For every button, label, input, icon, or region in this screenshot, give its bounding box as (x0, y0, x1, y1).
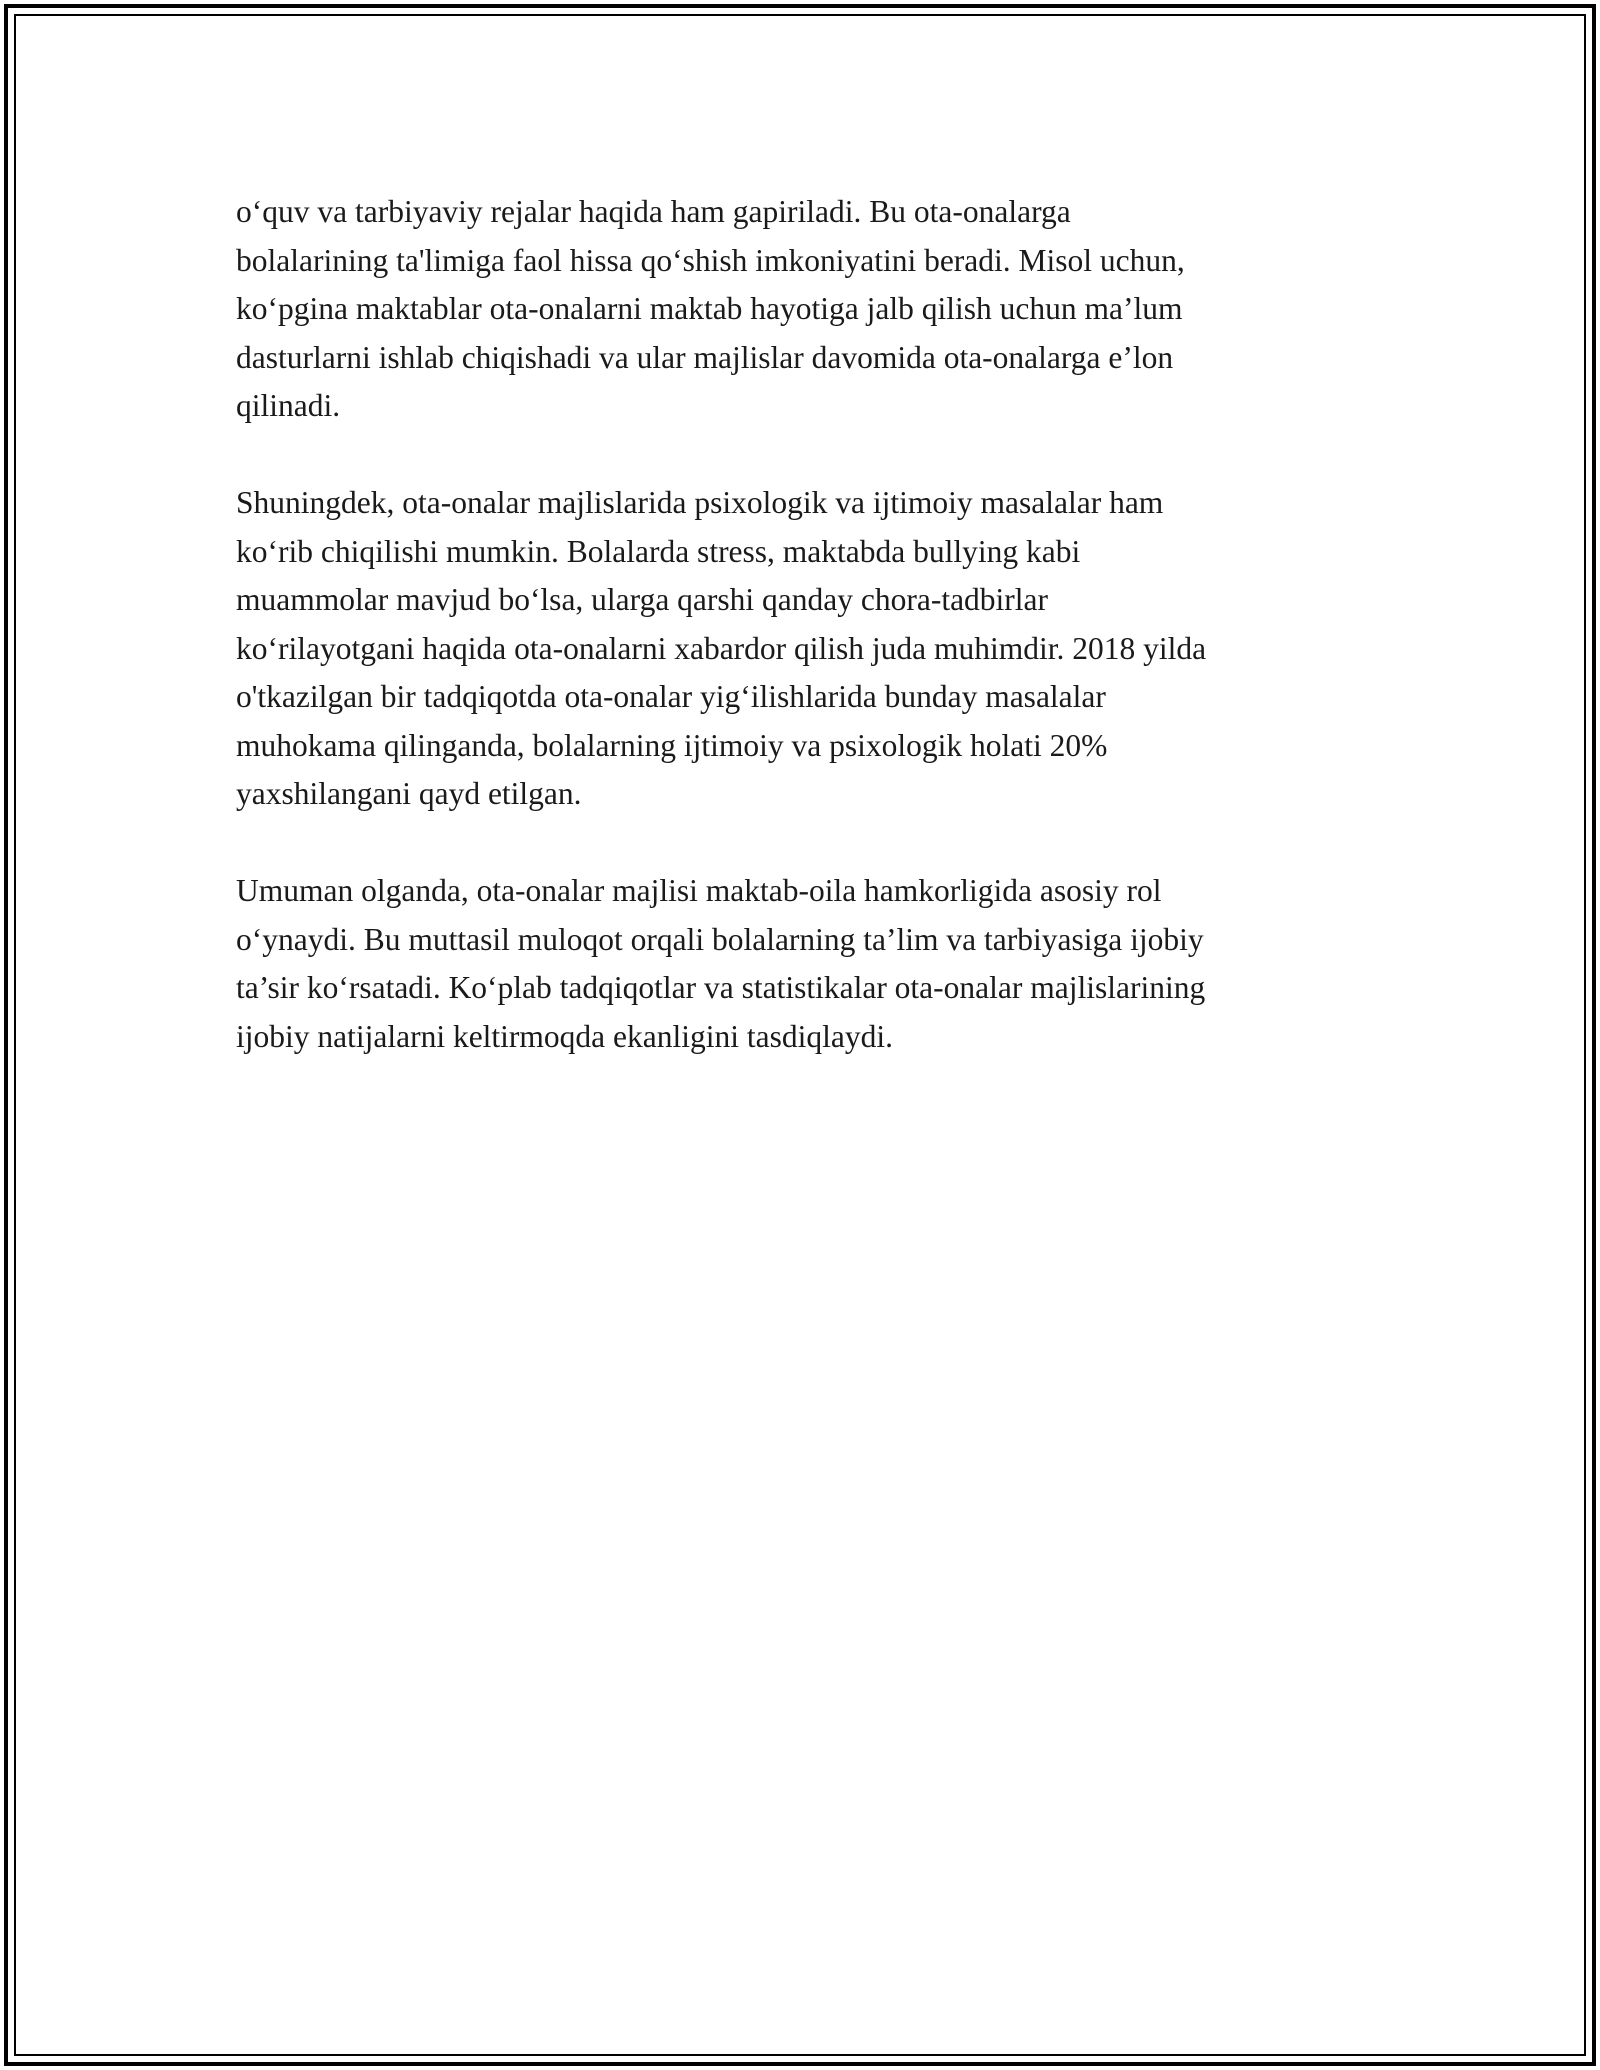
paragraph-1: o‘quv va tarbiyaviy rejalar haqida ham gapiriladi. Bu ota-onalarga bolalarining ta'limiga faol hissa qo‘shish imkoniyatini beradi. Misol uchun, ko‘pgina maktablar ota-onalarni maktab hayotiga jalb qilish uchun ma’lum dasturlarni ishlab chiqishadi va ular majlislar davomida ota-onalarga e’lon qilinadi. (236, 194, 1185, 423)
document-body (236, 188, 1376, 1110)
paragraph-3: Umuman olganda, ota-onalar majlisi maktab-oila hamkorligida asosiy rol o‘ynaydi. Bu muttasil muloqot orqali bolalarning ta’lim va tarbiyasiga ijobiy ta’sir ko‘rsatadi. Ko‘plab tadqiqotlar va statistikalar ota-onalar majlislarining ijobiy natijalarni keltirmoqda ekanligini tasdiqlaydi. (236, 873, 1206, 1054)
paragraph-2: Shuningdek, ota-onalar majlislarida psixologik va ijtimoiy masalalar ham ko‘rib chiqilishi mumkin. Bolalarda stress, maktabda bullying kabi muammolar mavjud bo‘lsa, ularga qarshi qanday chora-tadbirlar ko‘rilayotgani haqida ota-onalarni xabardor qilish juda muhimdir. 2018 yilda o'tkazilgan bir tadqiqotda ota-onalar yig‘ilishlarida bunday masalalar muhokama qilinganda, bolalarning ijtimoiy va psixologik holati 20% yaxshilangani qayd etilgan. (236, 485, 1207, 811)
